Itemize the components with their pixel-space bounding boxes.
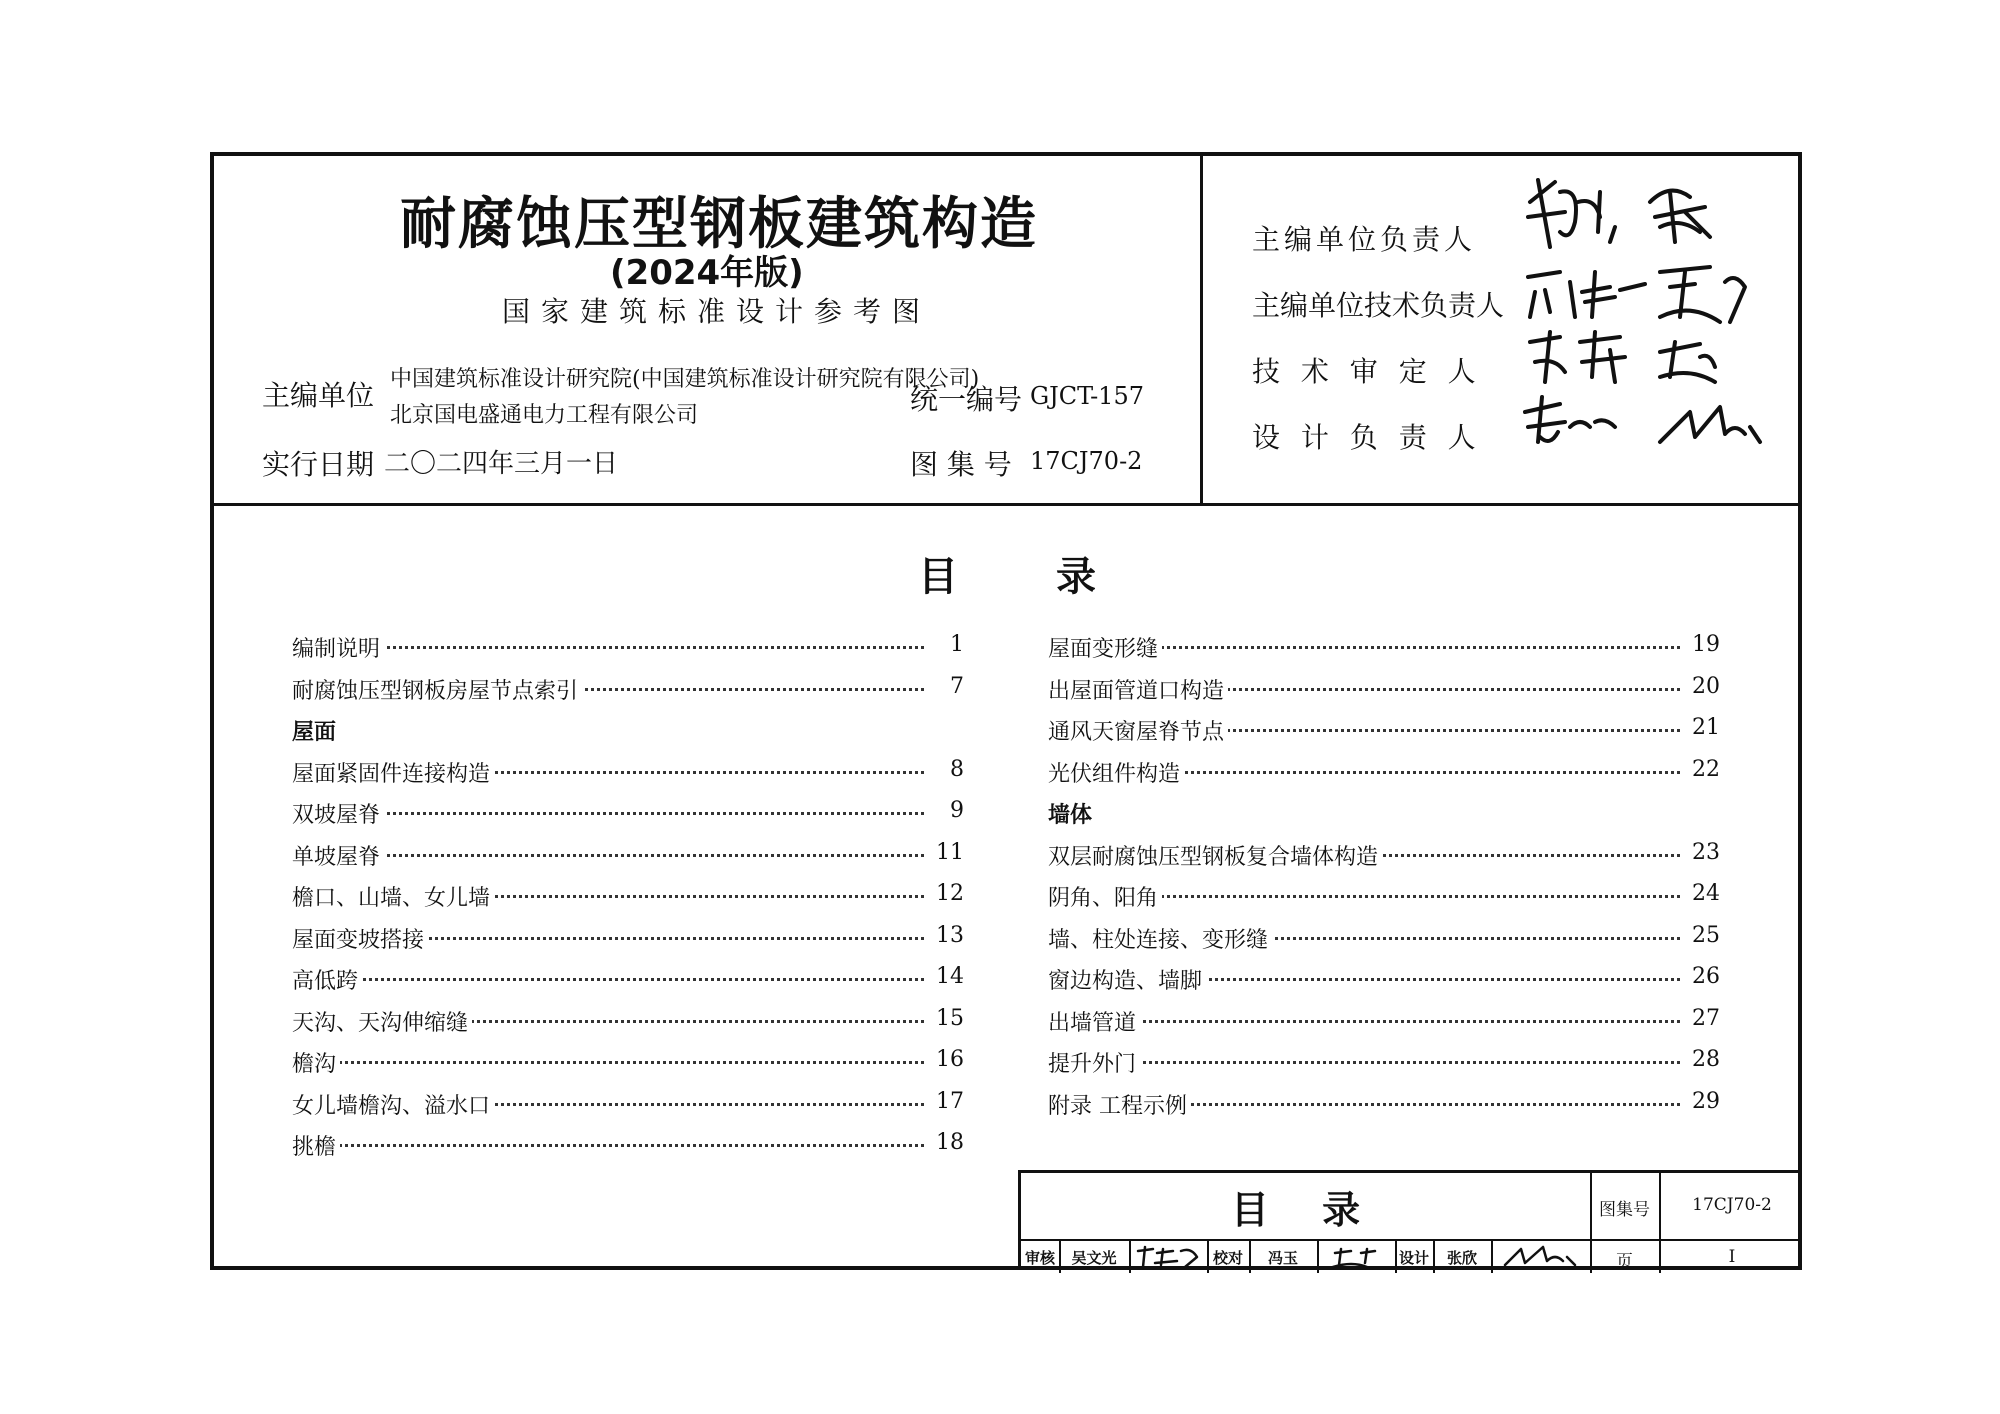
signature-role-reviewer: 技 术 审 定 人 [1252, 355, 1482, 388]
designer-name: 张欣 [1446, 1249, 1477, 1267]
toc-entry-title: 屋面 [292, 715, 340, 746]
toc-entry-page: 18 [930, 1130, 964, 1155]
date-value: 二〇二四年三月一日 [384, 449, 619, 479]
editor-unit-2: 北京国电盛通电力工程有限公司 [390, 403, 699, 428]
header-divider-horizontal [210, 503, 1802, 506]
toc-entry-title: 附录 工程示例 [1048, 1089, 1191, 1120]
toc-entry[interactable] [292, 632, 964, 674]
toc-entry-title: 提升外门 [1048, 1047, 1140, 1078]
toc-dot-leader [292, 1061, 924, 1064]
toc-entry-page: 8 [944, 757, 964, 782]
editor-unit-1: 中国建筑标准设计研究院(中国建筑标准设计研究院有限公司) [390, 367, 980, 392]
design-label: 设计 [1398, 1249, 1429, 1267]
toc-dot-leader [1048, 1061, 1680, 1064]
toc-entry-title: 天沟、天沟伸缩缝 [292, 1006, 472, 1037]
toc-entry[interactable] [292, 798, 964, 840]
toc-entry[interactable] [1048, 632, 1720, 674]
toc-entry[interactable] [1048, 1089, 1720, 1131]
toc-entry-title: 单坡屋脊 [292, 840, 384, 871]
toc-entry[interactable] [292, 1006, 964, 1048]
toc-entry-title: 编制说明 [292, 632, 384, 663]
toc-entry-page: 28 [1686, 1047, 1720, 1072]
title-block-name: 目 录 [1230, 1188, 1381, 1232]
toc-entry[interactable] [292, 1089, 964, 1131]
toc-entry-page: 12 [930, 881, 964, 906]
toc-entry-page: 19 [1686, 632, 1720, 657]
checker-signature [1327, 1243, 1387, 1271]
toc-entry-title: 出墙管道 [1048, 1006, 1140, 1037]
toc-entry-page: 11 [930, 840, 964, 865]
toc-entry-title: 高低跨 [292, 964, 362, 995]
signature-role-chief-editor: 主编单位负责人 [1252, 223, 1477, 256]
toc-entry[interactable] [292, 923, 964, 965]
toc-entry[interactable] [292, 840, 964, 882]
toc-entry-title: 墙体 [1048, 798, 1096, 829]
toc-entry-title: 屋面紧固件连接构造 [292, 757, 494, 788]
date-label: 实行日期 [262, 448, 375, 481]
toc-entry[interactable] [1048, 840, 1720, 882]
toc-entry-title: 阴角、阳角 [1048, 881, 1162, 912]
unified-number: GJCT-157 [1030, 382, 1144, 410]
toc-entry-page: 15 [930, 1006, 964, 1031]
toc-entry-page: 24 [1686, 881, 1720, 906]
title-block-divider [1317, 1239, 1319, 1273]
check-label: 校对 [1212, 1249, 1243, 1267]
toc-entry-title: 屋面变形缝 [1048, 632, 1162, 663]
title-block [1018, 1170, 1802, 1270]
toc-entry[interactable] [292, 757, 964, 799]
toc-heading: 目录 [918, 554, 1194, 600]
toc-right-column [1048, 632, 1720, 1130]
toc-dot-leader [292, 854, 924, 857]
toc-entry-title: 挑檐 [292, 1130, 340, 1161]
toc-left-column [292, 632, 964, 1172]
toc-dot-leader [292, 646, 924, 649]
toc-entry-title: 窗边构造、墙脚 [1048, 964, 1206, 995]
toc-entry-title: 耐腐蚀压型钢板房屋节点索引 [292, 674, 582, 705]
toc-entry-title: 墙、柱处连接、变形缝 [1048, 923, 1272, 954]
unified-number-label: 统一编号 [910, 383, 1023, 416]
review-label: 审核 [1024, 1249, 1055, 1267]
header-divider-vertical [1200, 152, 1203, 505]
title-block-atlas-number: 17CJ70-2 [1692, 1195, 1772, 1215]
document-title: 耐腐蚀压型钢板建筑构造 [400, 192, 1038, 257]
toc-entry-page: 1 [944, 632, 964, 657]
toc-entry[interactable] [1048, 923, 1720, 965]
toc-entry-page: 29 [1686, 1089, 1720, 1114]
toc-entry[interactable] [292, 964, 964, 1006]
toc-entry-title: 光伏组件构造 [1048, 757, 1184, 788]
toc-entry-page: 23 [1686, 840, 1720, 865]
toc-entry-title: 出屋面管道口构造 [1048, 674, 1228, 705]
toc-entry[interactable] [292, 1130, 964, 1172]
toc-entry-page: 9 [944, 798, 964, 823]
page-label: 页 [1616, 1252, 1633, 1272]
checker-name: 冯玉 [1267, 1249, 1298, 1267]
handwritten-signatures [1520, 172, 1790, 462]
toc-entry[interactable] [1048, 1006, 1720, 1048]
toc-entry[interactable] [292, 881, 964, 923]
toc-dot-leader [1048, 1020, 1680, 1023]
toc-entry-title: 女儿墙檐沟、溢水口 [292, 1089, 494, 1120]
toc-entry-page: 13 [930, 923, 964, 948]
toc-entry-page: 14 [930, 964, 964, 989]
toc-entry-title: 通风天窗屋脊节点 [1048, 715, 1228, 746]
edition-label: (2024年版) [610, 253, 804, 293]
title-block-divider [1491, 1239, 1493, 1273]
signature-role-tech-lead: 主编单位技术负责人 [1252, 289, 1505, 322]
reviewer-signature [1133, 1243, 1203, 1271]
title-block-row-divider [1021, 1239, 1802, 1241]
atlas-label: 图 集 号 [910, 448, 1012, 481]
toc-entry[interactable] [1048, 881, 1720, 923]
reviewer-name: 吴文光 [1071, 1249, 1117, 1267]
toc-entry-title: 双坡屋脊 [292, 798, 384, 829]
toc-entry-page: 25 [1686, 923, 1720, 948]
page-value: I [1728, 1247, 1736, 1267]
toc-entry-page: 21 [1686, 715, 1720, 740]
toc-dot-leader [292, 812, 924, 815]
signature-role-design-lead: 设 计 负 责 人 [1252, 421, 1482, 454]
toc-entry-page: 27 [1686, 1006, 1720, 1031]
toc-entry[interactable] [292, 1047, 964, 1089]
toc-entry-page: 20 [1686, 674, 1720, 699]
toc-entry[interactable] [1048, 674, 1720, 716]
title-block-divider [1129, 1239, 1131, 1273]
toc-dot-leader [292, 1144, 924, 1147]
toc-entry[interactable] [292, 674, 964, 716]
toc-entry[interactable] [1048, 715, 1720, 757]
document-subtitle: 国家建筑标准设计参考图 [502, 295, 932, 328]
toc-section-heading [292, 715, 964, 757]
toc-dot-leader [292, 978, 924, 981]
toc-section-heading [1048, 798, 1720, 840]
toc-entry-page: 7 [944, 674, 964, 699]
toc-entry-page: 17 [930, 1089, 964, 1114]
toc-entry-page: 26 [1686, 964, 1720, 989]
toc-entry-title: 双层耐腐蚀压型钢板复合墙体构造 [1048, 840, 1382, 871]
toc-entry[interactable] [1048, 964, 1720, 1006]
toc-entry-page: 16 [930, 1047, 964, 1072]
toc-entry-page: 22 [1686, 757, 1720, 782]
toc-entry-title: 檐口、山墙、女儿墙 [292, 881, 494, 912]
atlas-number: 17CJ70-2 [1030, 447, 1143, 475]
toc-entry[interactable] [1048, 1047, 1720, 1089]
toc-entry[interactable] [1048, 757, 1720, 799]
title-block-atlas-label: 图集号 [1599, 1200, 1650, 1220]
toc-entry-title: 檐沟 [292, 1047, 340, 1078]
editor-label: 主编单位 [262, 379, 375, 412]
designer-signature [1499, 1243, 1585, 1271]
toc-entry-title: 屋面变坡搭接 [292, 923, 428, 954]
